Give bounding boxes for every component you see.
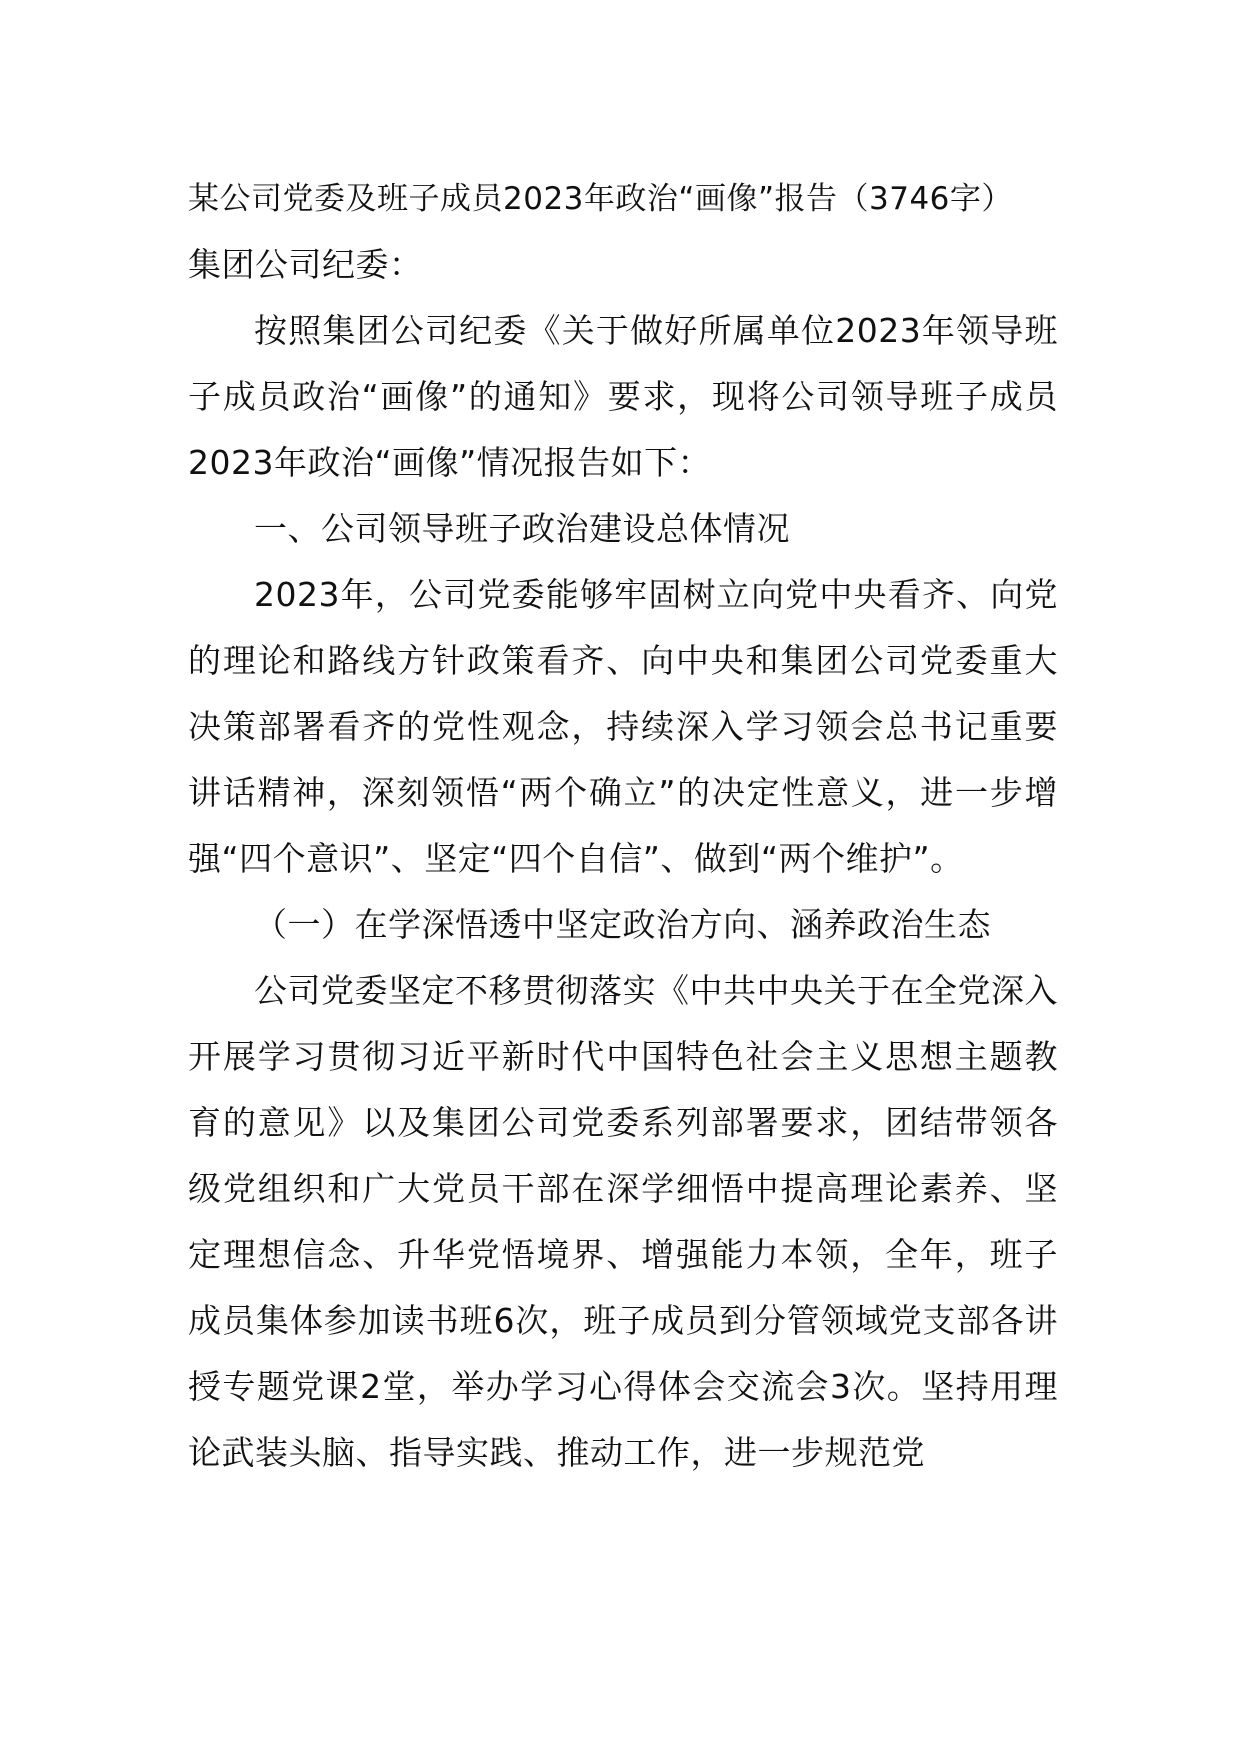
document-body [188,166,1058,1486]
subsection-1-paragraph: 公司党委坚定不移贯彻落实《中共中央关于在全党深入开展学习贯彻习近平新时代中国特色社会主义思想主题教育的意见》以及集团公司党委系列部署要求，团结带领各级党组织和广大党员干部在深学细悟中提高理论素养、坚定理想信念、升华党悟境界、增强能力本领，全年，班子成员集体参加读书班6次，班子成员到分管领域党支部各讲授专题党课2堂，举办学习心得体会交流会3次。坚持用理论武装头脑、指导实践、推动工作，进一步规范党 [188,971,1058,1472]
subsection-1-heading: （一）在学深悟透中坚定政治方向、涵养政治生态 [254,905,991,944]
section-1-paragraph: 2023年，公司党委能够牢固树立向党中央看齐、向党的理论和路线方针政策看齐、向中央和集团公司党委重大决策部署看齐的党性观念，持续深入学习领会总书记重要讲话精神，深刻领悟“两个确立”的决定性意义，进一步增强“四个意识”、坚定“四个自信”、做到“两个维护”。 [188,575,1058,878]
document-title: 某公司党委及班子成员2023年政治“画像”报告（3746字） [188,181,1013,217]
salutation: 集团公司纪委： [188,245,423,284]
intro-paragraph: 按照集团公司纪委《关于做好所属单位2023年领导班子成员政治“画像”的通知》要求，现将公司领导班子成员2023年政治“画像”情况报告如下： [188,311,1058,482]
section-1-heading: 一、公司领导班子政治建设总体情况 [254,509,790,548]
